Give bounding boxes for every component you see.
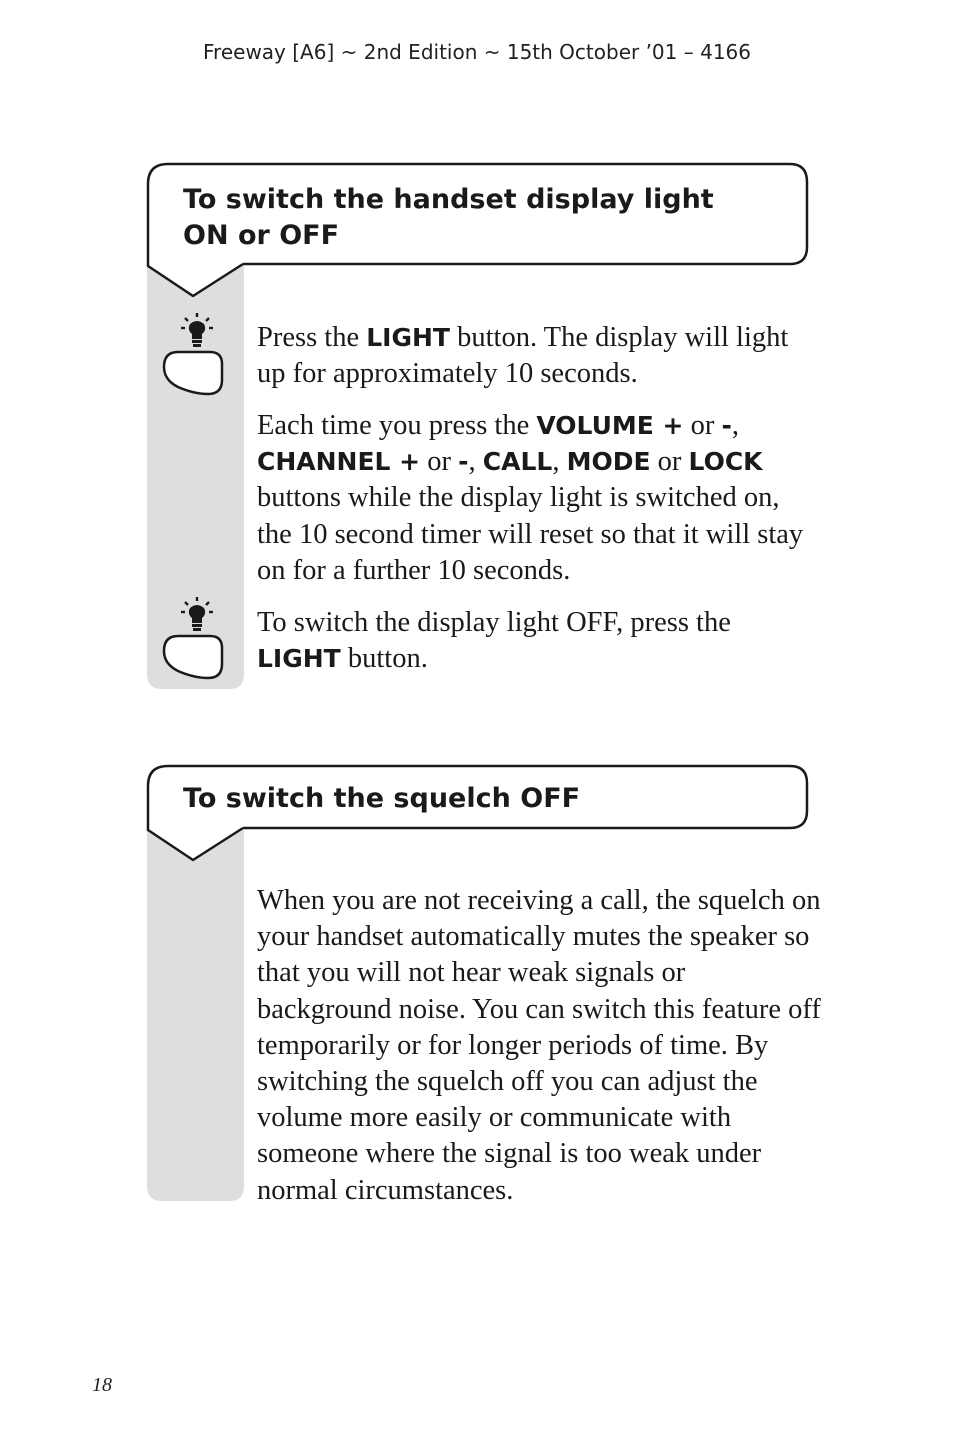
section1-title-line2: ON or OFF bbox=[183, 220, 340, 251]
section1-paragraph3: To switch the display light OFF, press the LIGHT button. bbox=[257, 607, 731, 675]
light-button-icon bbox=[160, 596, 226, 682]
page-header: Freeway [A6] ~ 2nd Edition ~ 15th October ’01 – 4166 bbox=[203, 40, 751, 64]
section2-title: To switch the squelch OFF bbox=[183, 783, 581, 814]
button-outline bbox=[164, 352, 222, 394]
section2-sidebar bbox=[147, 826, 244, 1201]
section1-title bbox=[183, 182, 714, 254]
section2-paragraph1: When you are not receiving a call, the squelch on your handset automatically mutes the speaker so that you will not hear weak signals or background noise. You can switch this feature off temporarily or for longer periods of time. By switching the squelch off you can adjust the volume more easily or communicate with someone where the signal is too weak under normal circumstances. bbox=[257, 885, 821, 1206]
page-number: 18 bbox=[92, 1374, 112, 1396]
section1-title-line1: To switch the handset display light bbox=[183, 184, 714, 215]
button-outline bbox=[164, 636, 222, 678]
section1-paragraph2: Each time you press the VOLUME + or -, CHANNEL + or -, CALL, MODE or LOCK buttons while the display light is switched on, the 10 second timer will reset so that it will stay on for a further 10 seconds. bbox=[257, 410, 804, 586]
light-button-icon bbox=[160, 312, 226, 398]
section1-paragraph1: Press the LIGHT button. The display will light up for approximately 10 seconds. bbox=[257, 322, 789, 390]
